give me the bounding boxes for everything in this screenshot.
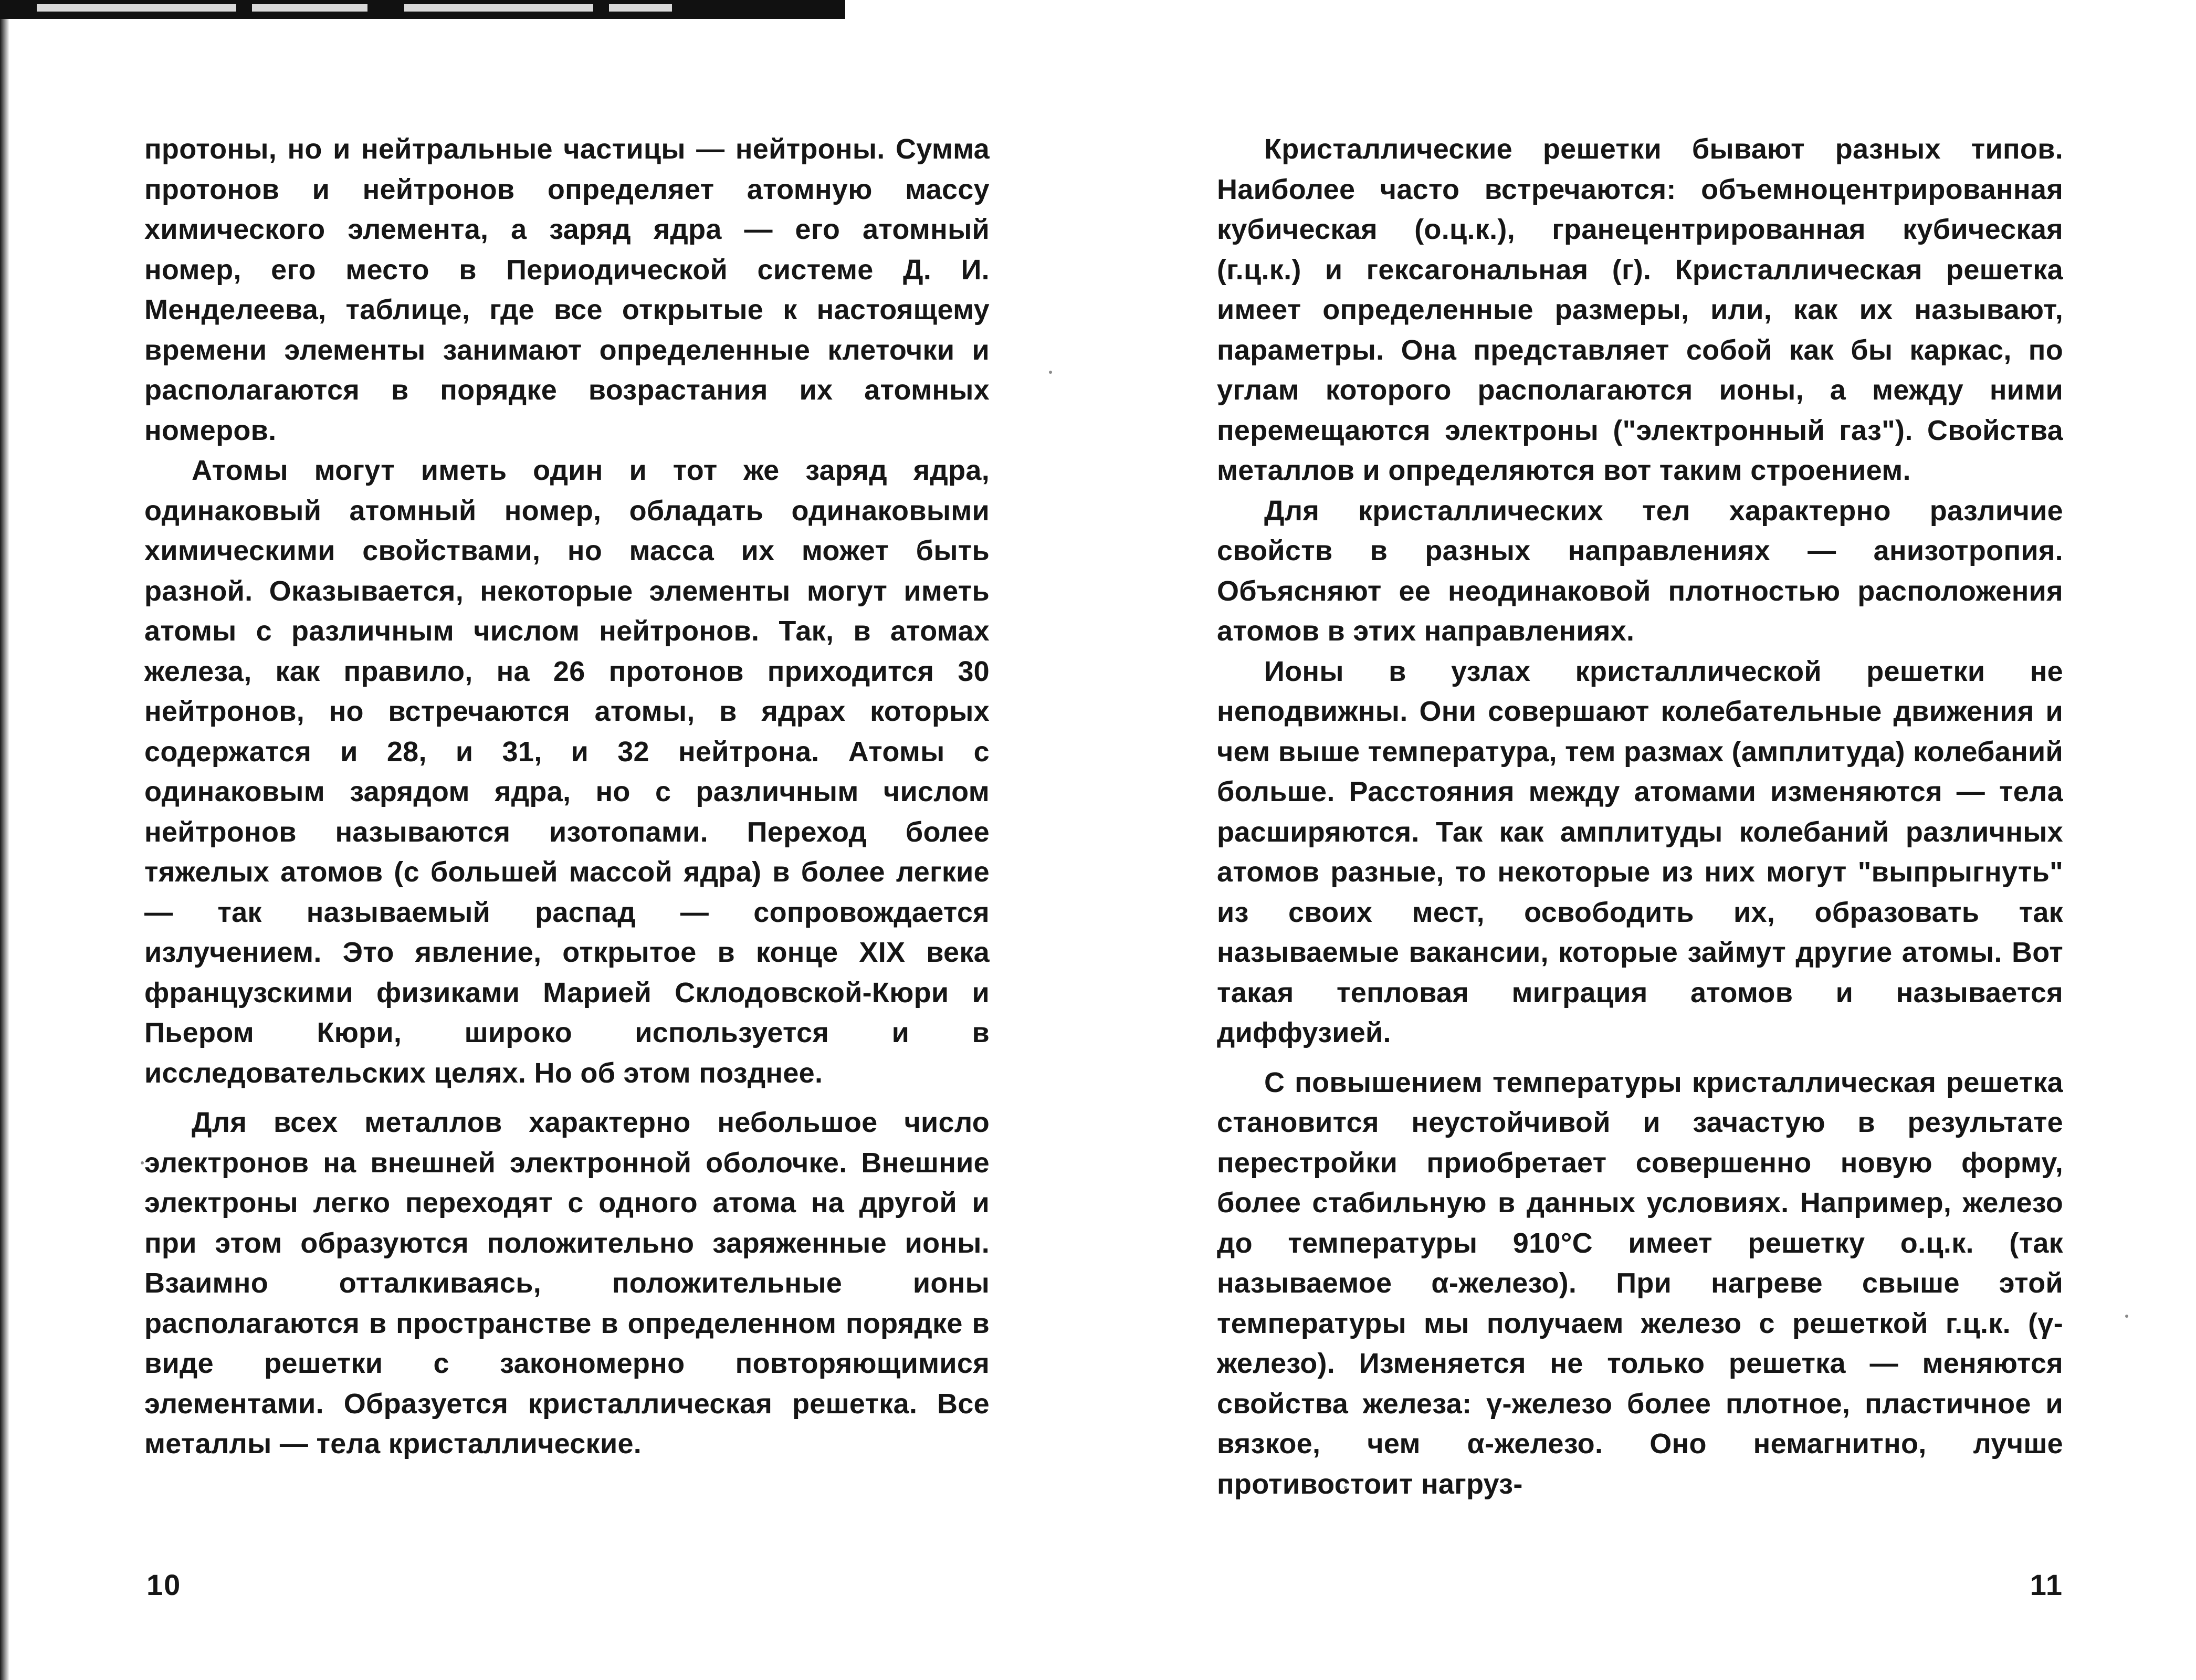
- left-page-text: [144, 129, 990, 1464]
- left-paragraph-1: протоны, но и нейтральные частицы — нейтроны. Сумма протонов и нейтронов определяет атомную массу химического элемента, а заряд ядра — его атомный номер, его место в Периодической системе Д. И. Менделеева, таблице, где все открытые к настоящему времени элементы занимают определенные клеточки и располагаются в порядке возрастания их атомных номеров.: [144, 133, 990, 446]
- right-page: [1217, 0, 2063, 1680]
- left-page: [144, 0, 990, 1680]
- page-number-right: 11: [2030, 1568, 2063, 1601]
- scan-speck: [141, 1161, 144, 1164]
- right-paragraph-3: Ионы в узлах кристаллической решетки не неподвижны. Они совершают колебательные движения и чем выше температура, тем размах (амплитуда) колебаний больше. Расстояния между атомами изменяются — тела расширяются. Так как амплитуды колебаний различных атомов разные, то некоторые из них могут "выпрыгнуть" из своих мест, освободить их, образовать так называемые вакансии, которые займут другие атомы. Вот такая тепловая миграция атомов и называется диффузией.: [1217, 655, 2063, 1048]
- page-number-left: 10: [146, 1568, 182, 1601]
- scan-speck: [1049, 371, 1052, 374]
- right-paragraph-2: Для кристаллических тел характерно различие свойств в разных направлениях — анизотропия. Объясняют ее неодинаковой плотностью расположения атомов в этих направлениях.: [1217, 495, 2063, 647]
- left-paragraph-3: Для всех металлов характерно небольшое число электронов на внешней электронной оболочке. Внешние электроны легко переходят с одного атома на другой и при этом образуются положительно заряженные ионы. Взаимно отталкиваясь, положительные ионы располагаются в пространстве в определенном порядке в виде решетки с закономерно повторяющимися элементами. Образуется кристаллическая решетка. Все металлы — тела кристаллические.: [144, 1107, 990, 1460]
- right-paragraph-1: Кристаллические решетки бывают разных типов. Наиболее часто встречаются: объемноцентрированная кубическая (о.ц.к.), гранецентрированная кубическая (г.ц.к.) и гексагональная (г). Кристаллическая решетка имеет определенные размеры, или, как их называют, параметры. Она представляет собой как бы каркас, по углам которого располагаются ионы, а между ними перемещаются электроны ("электронный газ"). Свойства металлов и определяются вот таким строением.: [1217, 133, 2063, 486]
- right-page-text: [1217, 129, 2063, 1504]
- left-paragraph-2: Атомы могут иметь один и тот же заряд ядра, одинаковый атомный номер, обладать одинаковыми химическими свойствами, но масса их может быть разной. Оказывается, некоторые элементы могут иметь атомы с различным числом нейтронов. Так, в атомах железа, как правило, на 26 протонов приходится 30 нейтронов, но встречаются атомы, в ядрах которых содержатся и 28, и 31, и 32 нейтрона. Атомы с одинаковым зарядом ядра, но с различным числом нейтронов называются изотопами. Переход более тяжелых атомов (с большей массой ядра) в более легкие — так называемый распад — сопровождается излучением. Это явление, открытое в конце XIX века французскими физиками Марией Склодовской-Кюри и Пьером Кюри, широко используется и в исследовательских целях. Но об этом позднее.: [144, 455, 990, 1089]
- scan-edge-left: [0, 19, 9, 1680]
- scan-speck: [2125, 1315, 2128, 1318]
- right-paragraph-4: С повышением температуры кристаллическая решетка становится неустойчивой и зачастую в результате перестройки приобретает совершенно новую форму, более стабильную в данных условиях. Например, железо до температуры 910°C имеет решетку о.ц.к. (так называемое α-железо). При нагреве свыше этой температуры мы получаем железо с решеткой г.ц.к. (γ-железо). Изменяется не только решетка — меняются свойства железа: γ-железо более плотное, пластичное и вязкое, чем α-железо. Оно немагнитно, лучше противостоит нагруз-: [1217, 1066, 2063, 1500]
